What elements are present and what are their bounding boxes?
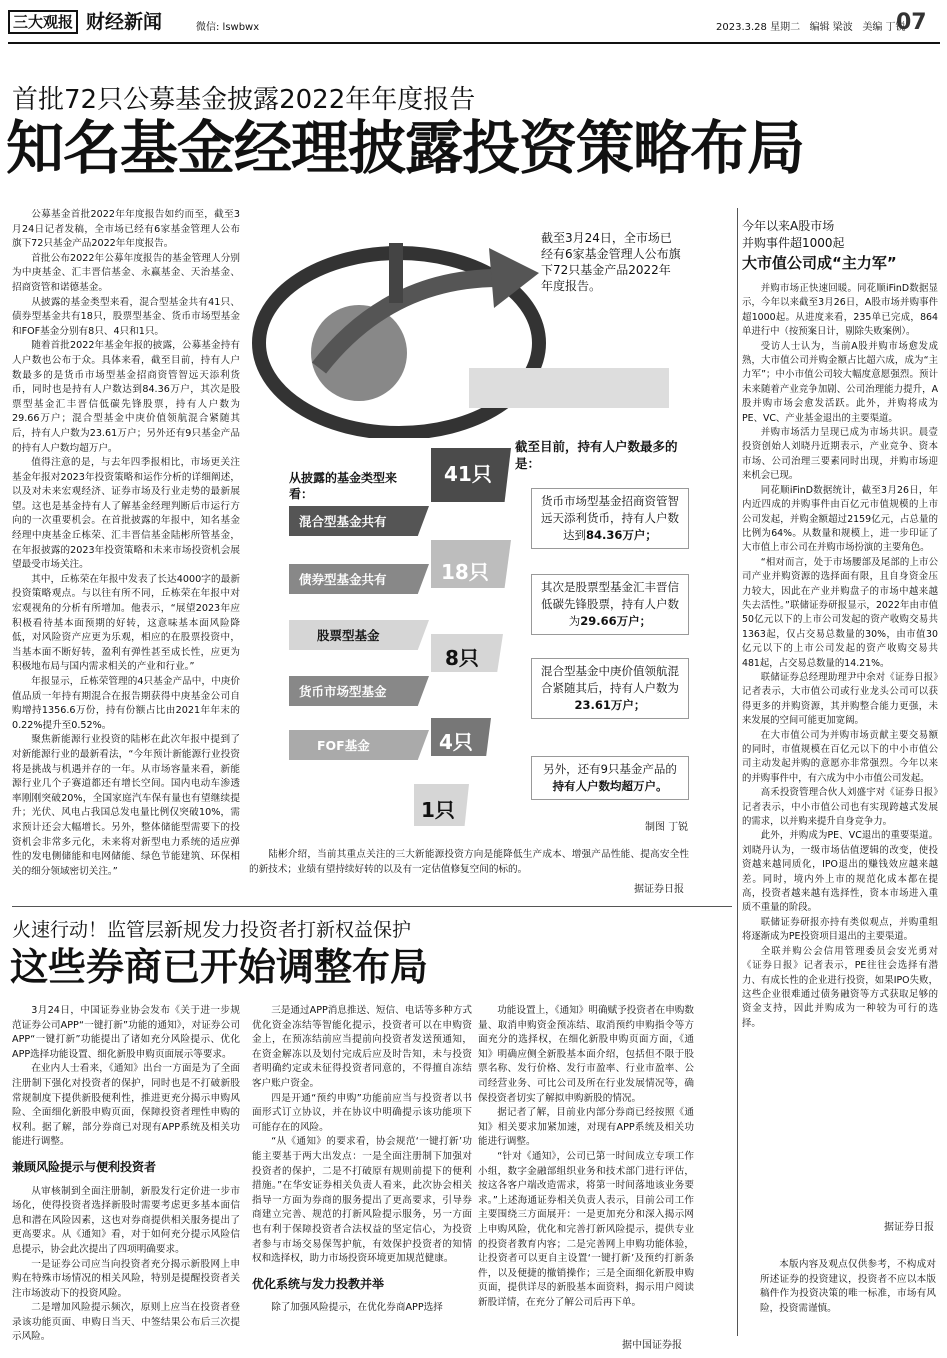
- paragraph: 此外，并购成为PE、VC退出的重要渠道。刘晓丹认为，一级市场估值逻辑的改变，使投资越来越同质化，IPO退出的赚钱效应越来越差。同时，境内外上市的规范化成本都在提高，投资者越来越有选择性，资本市场进入重质不重量的阶段。: [742, 830, 938, 914]
- count-money-market: 4只: [439, 730, 473, 754]
- holders-title: 截至目前，持有人户数最多的是：: [515, 439, 678, 471]
- article3-source: 据证券日报: [884, 1222, 934, 1233]
- bar-label-money-market: 货币市场型基金: [299, 684, 387, 699]
- count-fof: 1只: [421, 798, 455, 822]
- types-title: 从披露的基金类型来看：: [289, 471, 398, 501]
- paragraph: “相对而言，处于市场腰部及尾部的上市公司产业并购资源的选择面有限，且自身资金压力较大，因此在产业并购盘子的市场中越来越失去活性。”联储证券研报显示，2022年由市值50亿元以下的上市公司发起的资产收购交易共1363起，仅占交易总数量的30%，由市值30亿元以下的上市公司发起的资产收购交易共481起，占交易总数量的14.21%。: [742, 556, 938, 669]
- paragraph: 年报显示，丘栋荣管理的4只基金产品中，中庚价值品质一年持有期混合在报告期获得中庚基金公司自购增持1356.6万份，持有份额占比由2021年年末的0.22%提升至0.52%。: [12, 676, 240, 731]
- holders-box-4: [531, 756, 689, 800]
- article2-subhead-1: 兼顾风险提示与便利投资者: [12, 1159, 157, 1174]
- article1-source: 据证券日报: [634, 884, 684, 895]
- box-highlight: 持有人户数均超万户。: [552, 779, 668, 793]
- paragraph: 随着首批2022年基金年报的披露，公募基金持有人户数也公布于众。具体来看，截至目前，持有人户数最多的是货币市场型基金招商资管智远天添利货币，同时也是持有人户数达到84.36万户，其次是股票型基金汇丰晋信低碳先锋股票，持有人户数为29.66万户；混合型基金中庚价值领航混合紧随其后，持有人户数为23.61万户；另外还有9只基金产品的持有人户数均超万户。: [12, 340, 240, 454]
- article-divider: [12, 906, 732, 907]
- paragraph: 陆彬介绍，当前其重点关注的三大新能源投资方向是能降低生产成本、增强产品性能、提高安全性的新技术；业绩有望持续好转的以及有一定估值修复空间的标的。: [249, 849, 689, 875]
- editor: 编辑 梁波: [809, 22, 853, 33]
- disclaimer: [760, 1258, 936, 1338]
- article1-tail: [249, 848, 689, 892]
- bar-label-fof: FOF基金: [317, 738, 370, 753]
- paragraph: 受访人士认为，当前A股并购市场愈发成熟，大市值公司并购金额占比超六成，成为“主力军”；中小市值公司较大幅度意愿强烈。预计未来随着产业竞争加剧、公司治理能力提升，A股并购市场会愈发活跃。此外，并购将成为PE、VC、产业基金退出的主要渠道。: [742, 340, 938, 424]
- count-mixed: 41只: [444, 462, 492, 486]
- wechat-id: 微信: lswbwx: [196, 22, 260, 33]
- box-highlight: 84.36万户；: [586, 528, 657, 542]
- paragraph: 四是开通“预约申购”功能前应当与投资者以书面形式订立协议，并在协议中明确提示该功能项下可能存在的风险。: [252, 1092, 472, 1133]
- box-text: 混合型基金中庚价值领航混合紧随其后，持有人户数为: [541, 664, 679, 695]
- paragraph: 一是证券公司应当向投资者充分揭示新股网上申购在特殊市场情况的相关风险，特别是提醒投资者关注市场波动下的投资风险。: [12, 1258, 240, 1299]
- article2-col3: [478, 1004, 694, 1334]
- paragraph: 功能设置上，《通知》明确赋予投资者在申购数量、取消申购资金预冻结、取消预约申购指令等方面充分的选择权，在细化新股申购页面方面，《通知》明确应侧全新股基本面介绍，包括但不限于股票名称、发行价格、发行市盈率、行业市盈率、公司经营业务、可比公司及所在行业发展情况等，确保投资者切实了解拟申购新股的情况。: [478, 1005, 694, 1104]
- issue-date: 2023.3.28 星期二: [716, 22, 801, 33]
- box-text: 货币市场型基金招商资管智远天添利货币，持有人户数达到: [541, 494, 679, 542]
- article1-kicker: 首批72只公募基金披露2022年年度报告: [12, 85, 476, 115]
- article2-col2: [252, 1004, 472, 1348]
- page-header: [0, 0, 947, 46]
- paragraph: 联储证券总经理助理尹中余对《证券日报》记者表示，大市值公司或行业龙头公司可以获得更多的并购资源，其并购整合能力更强，未来发展的空间可能更加宽阔。: [742, 671, 938, 727]
- paragraph: 二是增加风险提示频次，原则上应当在投资者登录该功能页面、申购日当天、中签结果公布后三次提示风险。: [12, 1302, 240, 1343]
- infographic: [249, 218, 689, 836]
- paragraph: 从审核制到全面注册制，新股发行定价进一步市场化，使得投资者选择新股时需要考虑更多基本面信息和潜在风险因素，这也对券商提供相关服务提出了更高要求。从《通知》看，对于如何充分提示风险信息提示，协会此次提出了四项明确要求。: [12, 1185, 240, 1255]
- paragraph: 除了加强风险提示，在优化券商APP选择: [271, 1302, 443, 1314]
- box-text: 其次是股票型基金汇丰晋信低碳先锋股票，持有人户数为: [541, 580, 679, 628]
- article3-body: [742, 282, 938, 1216]
- paragraph: 聚焦新能源行业投资的陆彬在此次年报中提到了对新能源行业的最新看法，“今年预计新能源行业投资将是挑战与机遇并存的一年。从市场容量来看，新能源行业几个子赛道都还有增长空间。国内电动车渗透率刚刚突破20%，全国家庭汽车保有量也有望继续提升；光伏、风电占我国总发电量比例仅突破10%，需求预计还会大幅增长。另外，整体储能型需要下的投资机会非常多元化，未来将对新型电力系统的适应弹性的发电侧储能和电网储能、绿色节能建筑、环保相关的细分领域密切关注。”: [12, 734, 240, 877]
- paragraph: 三是通过APP消息推送、短信、电话等多种方式优化资金冻结等智能化提示，投资者可以在申购资金上，在预冻结前应当提前向投资者发送预通知，在资金解冻以及划付完成后应及时告知，未与投资者明确约定或未征得投资者同意的，不得擅自冻结客户账户资金。: [252, 1005, 472, 1089]
- paragraph: 首批公布2022年公募年度报告的基金管理人分别为中庚基金、汇丰晋信基金、永赢基金、天治基金、招商资管和诺德基金。: [12, 252, 240, 293]
- paragraph: 联储证券研报亦持有类似观点，并购重组将逐渐成为PE投资项目退出的主要渠道。: [742, 916, 938, 943]
- paragraph: 并购市场正快速回暖。同花顺iFinD数据显示，今年以来截至3月26日，A股市场并购事件超1000起。从进度来看，235单已完成，864单进行中（按预案日计，剔除失败案例）。: [742, 283, 938, 338]
- page-meta: [716, 18, 906, 33]
- bar-label-bond: 债券型基金共有: [299, 572, 387, 587]
- paragraph: 同花顺iFinD数据统计，截至3月26日，年内近四成的并购事件由百亿元市值规模的上市公司发起，并购金额超过2159亿元，占总量的比例为64%。从数量和规模上，进一步印证了大市值上市公司在并购市场扮演的主要角色。: [742, 484, 938, 554]
- paragraph: 据记者了解，目前业内部分券商已经按照《通知》相关要求加紧加速，对现有APP系统及相关功能进行调整。: [478, 1107, 694, 1148]
- box-highlight: 23.61万户；: [574, 698, 646, 712]
- article2-headline: 这些券商已开始调整布局: [10, 945, 429, 989]
- column-divider: [737, 208, 738, 1336]
- count-bond: 18只: [441, 560, 489, 584]
- paragraph: 在大市值公司为并购市场贡献主要交易额的同时，市值规模在百亿元以下的中小市值公司主动发起并购的意愿亦非常强烈。今年以来的并购事件中，有六成为中小市值公司发起。: [742, 729, 938, 784]
- article1-col1: [12, 208, 240, 898]
- section-title: 财经新闻: [86, 11, 163, 33]
- paragraph: 3月24日，中国证券业协会发布《关于进一步规范证券公司APP“一键打新”功能的通知》，对证券公司APP“一键打新”功能提出了诸如充分风险提示、优化APP选择功能设置、细化新股申购页面展示等要求。: [12, 1005, 240, 1060]
- paragraph: 其中，丘栋荣在年报中发表了长达4000字的最新投资策略观点。与以往有所不同，丘栋荣在年报中对宏观视角的分析有所增加。他表示，“展望2023年应积极看待基本面预期的好转，这意味基本面风险降低，对风险资产应更为乐观，相应的在股票投资中，当基本面不断好转，盈利有弹性甚至成长性，应更为积极地布局与国内需求相关的产业和行业。”: [12, 573, 240, 673]
- count-stock: 8只: [445, 646, 479, 670]
- paragraph: 并购市场活力呈现已成为市场共识。晨壹投资创始人刘晓丹近期表示，产业竞争、资本市场、公司治理三要素同时出现，并购市场迎来机会已现。: [742, 427, 938, 482]
- article2-source: 据中国证券报: [622, 1340, 682, 1351]
- page-number: 07: [896, 10, 927, 35]
- article2-col1: [12, 1004, 240, 1348]
- city-skyline: [469, 368, 669, 408]
- paragraph: 从披露的基金类型来看，混合型基金共有41只、债券型基金共有18只，股票型基金、货币市场型基金和FOF基金分别有8只、4只和1只。: [12, 296, 240, 337]
- article3-headline: 大市值公司成“主力军”: [742, 254, 897, 272]
- paragraph: 全联并购公会信用管理委员会安光勇对《证券日报》记者表示，PE往往会选择有潜力、有成长性的企业进行投资，如果IPO失败，这些企业很难通过债务融资等方式获取足够的资金支持，因此并购成为一种较为可行的选择。: [742, 945, 938, 1029]
- masthead-logo: 三大观报: [8, 10, 78, 34]
- article1-headline: 知名基金经理披露投资策略布局: [6, 114, 805, 182]
- paragraph: “针对《通知》，公司已第一时间成立专项工作小组，数字金融部组织业务和技术部门进行评估，按这各客户端改造需求，将第一时间落地该业务要求。”上述海通证券相关负责人表示，目前公司工作主要围绕三方面展开：一是更加充分和深入揭示网上申购风险，优化和完善打新风险提示，提供专业的投资者教育内容；二是完善网上申购功能体验，让投资者可以更自主设置‘一键打新’及预约打新条件，以及便捷的撤销操作；三是全面细化新股申购页面，提供详尽的新股基本面资料，揭示用户阅读新股详情，在充分了解公司后再下单。: [478, 1150, 694, 1308]
- bar-label-stock: 股票型基金: [317, 628, 380, 643]
- paragraph: 在业内人士看来，《通知》出台一方面是为了全面注册制下强化对投资者的保护，同时也是不打破新股常规制度下提供新股便利性，推进更充分揭示申购风险、全面细化新股申购页面，保障投资者理性申购的权利。据了解，部分券商已对现有APP系统及相关功能进行调整。: [12, 1063, 240, 1148]
- box-text: 另外，还有9只基金产品的: [543, 762, 677, 776]
- holders-box-1: [531, 488, 689, 549]
- bar-label-mixed: 混合型基金共有: [299, 514, 387, 529]
- figure-summary: 截至3月24日，全市场已经有6家基金管理人公布旗下72只基金产品2022年年度报告。: [541, 231, 681, 293]
- disclaimer-text: 本版内容及观点仅供参考，不构成对所述证券的投资建议，投资者不应以本版稿件作为投资决策的唯一标准，市场有风险，投资需谨慎。: [760, 1259, 936, 1314]
- article2-subhead-2: 优化系统与发力投教并举: [252, 1276, 385, 1291]
- businessman-figure: [389, 243, 403, 303]
- paragraph: 公募基金首批2022年年度报告如约而至，截至3月24日记者发稿，全市场已经有6家基金管理人公布旗下72只基金产品2022年年度报告。: [12, 209, 240, 250]
- figure-credit: 制图 丁锐: [645, 822, 689, 833]
- paragraph: 值得注意的是，与去年四季报相比，市场更关注基金年报对2023年投资策略和运作分析的详细阐述，以及对未来宏观经济、证券市场及行业走势的最新展望。这也是基金持有人了解基金经理判断后市运行方向的一次重要机会。在首批披露的年报中，知名基金经理中庚基金丘栋荣、汇丰晋信基金陆彬所管基金，在年报披露的2023年投资策略和未来市场投资机会展望最受市场关注。: [12, 457, 240, 571]
- header-rule: [8, 42, 940, 44]
- article3-heading: [742, 218, 897, 274]
- box-highlight: 29.66万户；: [580, 614, 652, 628]
- holders-box-3: [531, 658, 689, 719]
- article3-kicker-1: 今年以来A股市场: [742, 219, 835, 233]
- paragraph: 高禾投资管理合伙人刘盛宇对《证券日报》记者表示，中小市值公司也有实现跨越式发展的需求，以并购来提升自身竞争力。: [742, 787, 938, 828]
- article2-kicker: 火速行动！监管层新规发力投资者打新权益保护: [12, 919, 412, 941]
- holders-box-2: [531, 574, 689, 635]
- paragraph: “从《通知》的要求看，协会规范‘一键打新’功能主要基于两大出发点：一是全面注册制下加强对投资者的保护，二是不打破原有规则前提下的便利措施。”在华安证券相关负责人看来，此次协会相关指导一方面为券商的服务提出了更高要求，引导券商建立完善、规范的打新风险提示服务，另一方面也有利于保障投资者合法权益的坚定信心，为投资者参与市场交易保驾护航，有效保护投资者的知情权和选择权，助力市场投资环境更加规范健康。: [252, 1136, 472, 1265]
- designer: 美编 丁锐: [862, 22, 906, 33]
- article3-kicker-2: 并购事件超1000起: [742, 236, 845, 250]
